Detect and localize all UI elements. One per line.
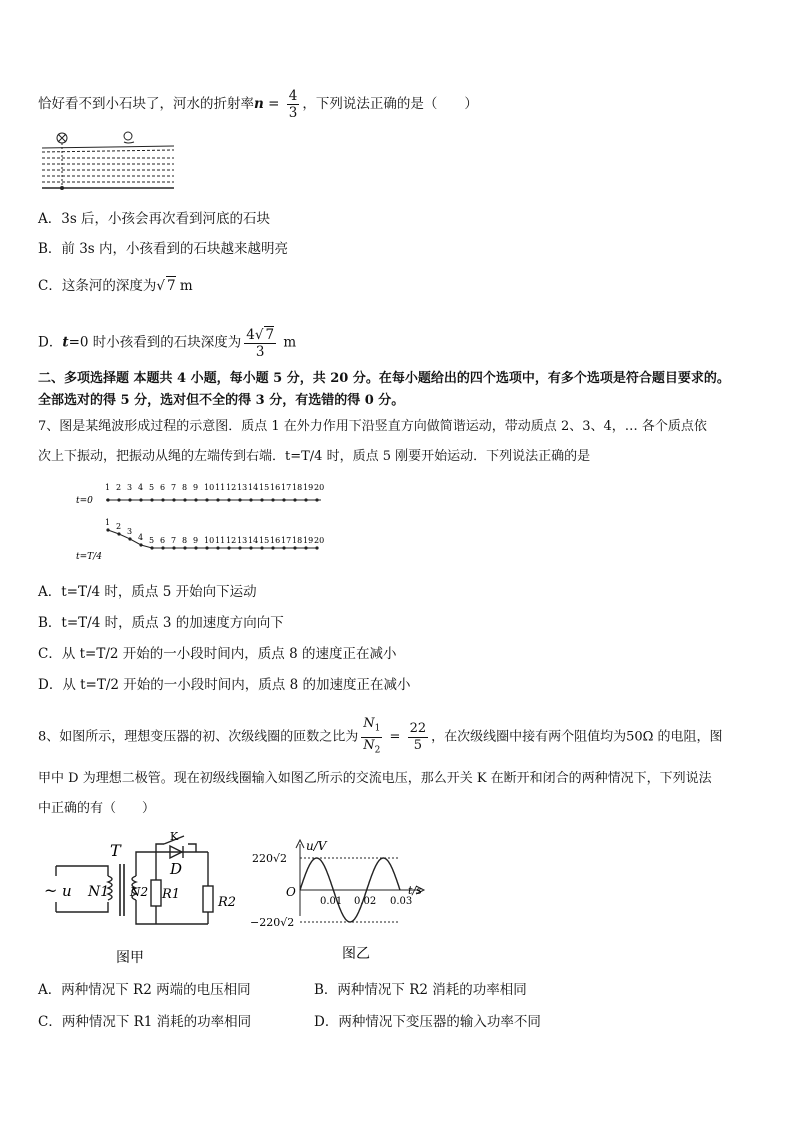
rope-point-number: 14 — [248, 483, 259, 492]
q6-stem-text: 恰好看不到小石块了，河水的折射率 — [38, 96, 254, 112]
label-R1: R1 — [162, 887, 181, 902]
q6-stem-tail: ，下列说法正确的是（ ） — [302, 96, 478, 112]
rope-point-number: 9 — [193, 536, 199, 545]
rope-point — [249, 498, 252, 501]
rope-point — [238, 498, 241, 501]
rope-point — [271, 498, 274, 501]
rope-point-number: 19 — [303, 483, 314, 492]
n-var: n — [254, 96, 264, 112]
rope-point-number: 15 — [259, 536, 270, 545]
q6-option-c — [38, 276, 193, 295]
sqrt-sign: √ — [254, 327, 264, 343]
n-letter: N — [363, 737, 375, 753]
rope-point — [304, 498, 307, 501]
rope-point-number: 6 — [160, 483, 166, 492]
rope-point — [161, 498, 164, 501]
rope-point-number: 16 — [270, 536, 281, 545]
rope-point-number: 11 — [215, 536, 226, 545]
ymin-label: −220√2 — [250, 916, 295, 929]
rope-point-number: 5 — [149, 536, 155, 545]
x-axis-label: t/s — [408, 884, 422, 897]
rope-point — [227, 498, 230, 501]
rope-point-number: 3 — [127, 483, 133, 492]
q8-option-d: D．两种情况下变压器的输入功率不同 — [314, 1014, 541, 1030]
turns-den — [361, 738, 382, 759]
n-letter: N — [363, 716, 375, 731]
rope-point-number: 17 — [281, 483, 292, 492]
q8-stem-tail: ，在次级线圈中接有两个阻值均为50Ω 的电阻，图 — [431, 729, 723, 745]
rope-point-number: 13 — [237, 536, 248, 545]
tick-002: 0.02 — [354, 896, 377, 907]
rope-point-number: 1 — [105, 518, 111, 527]
q6-option-d — [38, 326, 296, 360]
eq: = — [263, 96, 284, 112]
rope-point-number: 4 — [138, 533, 144, 542]
rope-point-number: 15 — [259, 483, 270, 492]
rope-point-number: 6 — [160, 536, 166, 545]
label-T: T — [110, 841, 121, 860]
caption-fig1: 图甲 — [116, 950, 144, 966]
rope-point-number: 2 — [116, 483, 122, 492]
q7-option-b: B．t=T/4 时，质点 3 的加速度方向向下 — [38, 615, 284, 631]
rope-point-number: 20 — [314, 483, 325, 492]
q6-d-num — [244, 326, 276, 344]
q8-option-b: B．两种情况下 R2 消耗的功率相同 — [314, 982, 527, 998]
rope-point-number: 7 — [171, 483, 177, 492]
ratio-num: 22 — [409, 720, 427, 736]
q6-d-coef: 4 — [246, 327, 255, 343]
rope-point — [282, 498, 285, 501]
rope-point-number: 1 — [105, 483, 111, 492]
n-sub: 1 — [374, 723, 381, 734]
n-den: 3 — [288, 105, 298, 121]
tick-001: 0.01 — [320, 896, 343, 907]
turns-ratio-fraction — [361, 716, 382, 758]
q6-d-label: D． — [38, 334, 63, 351]
rope-point-number: 8 — [182, 536, 188, 545]
rope-point-number: 18 — [292, 536, 303, 545]
rope-point-number: 4 — [138, 483, 144, 492]
caption-fig2: 图乙 — [342, 946, 370, 962]
rope-point — [293, 498, 296, 501]
rope-point-number: 5 — [149, 483, 155, 492]
section2-line2: 全部选对的得 5 分，选对但不全的得 3 分，有选错的得 0 分。 — [38, 393, 405, 408]
y-axis-label: u/V — [306, 839, 327, 853]
q8-option-c: C．两种情况下 R1 消耗的功率相同 — [38, 1014, 252, 1030]
q7-option-a: A．t=T/4 时，质点 5 开始向下运动 — [38, 584, 257, 600]
rope-wave-figure — [76, 478, 346, 570]
rope-point — [205, 498, 208, 501]
rope-point — [183, 498, 186, 501]
rope-point-number: 12 — [226, 536, 237, 545]
rope-point — [315, 498, 318, 501]
q6-c-text: C．这条河的深度为 — [38, 278, 157, 294]
ratio-den: 5 — [413, 737, 422, 753]
rope-point — [194, 498, 197, 501]
section2-line1: 二、多项选择题 本题共 4 小题，每小题 5 分，共 20 分。在每小题给出的四个选项中，有多个选项是符合题目要求的。 — [38, 371, 730, 386]
q6-d-unit: m — [279, 334, 297, 351]
rope-point — [139, 498, 142, 501]
n-fraction — [287, 88, 300, 121]
eq: = — [385, 729, 405, 745]
q7-stem-line1: 7、图是某绳波形成过程的示意图．质点 1 在外力作用下沿竖直方向做简谐运动，带动质点 2、3、4，… 各个质点依 — [38, 419, 707, 434]
q6-stem — [38, 88, 478, 121]
rope-point-number: 20 — [314, 536, 325, 545]
rope-point-number: 10 — [204, 536, 215, 545]
q7-option-d: D．从 t=T/2 开始的一小段时间内，质点 8 的加速度正在减小 — [38, 677, 411, 693]
q7-option-c: C．从 t=T/2 开始的一小段时间内，质点 8 的速度正在减小 — [38, 646, 397, 662]
label-K: K — [170, 830, 179, 843]
n-sub: 2 — [374, 745, 381, 756]
rope-point-number: 3 — [127, 527, 133, 536]
river-figure — [38, 128, 178, 192]
q6-d-text: =0 时小孩看到的石块深度为 — [68, 334, 242, 351]
rope-point-number: 19 — [303, 536, 314, 545]
q6-c-unit: m — [175, 278, 193, 294]
rope-point — [260, 498, 263, 501]
rope-point-number: 7 — [171, 536, 177, 545]
circuit-diagram — [38, 830, 248, 970]
rope-point-number: 10 — [204, 483, 215, 492]
tick-003: 0.03 — [390, 896, 413, 907]
rope-point-number: 12 — [226, 483, 237, 492]
row1-label: t=0 — [76, 496, 93, 506]
source-u-label: u — [62, 882, 72, 900]
q7-stem-line2: 次上下振动，把振动从绳的左端传到右端．t=T/4 时，质点 5 刚要开始运动．下列说法正确的是 — [38, 449, 591, 464]
ratio-fraction — [408, 721, 429, 754]
row2-label: t=T/4 — [76, 552, 102, 562]
n-num: 4 — [288, 88, 298, 104]
rope-point — [172, 498, 175, 501]
rope-point-number: 8 — [182, 483, 188, 492]
q6-option-b: B．前 3s 内，小孩看到的石块越来越明亮 — [38, 241, 289, 257]
label-N2: N2 — [130, 885, 149, 899]
q6-c-radicand: 7 — [166, 278, 176, 294]
rope-point-number: 11 — [215, 483, 226, 492]
rope-point — [216, 498, 219, 501]
rope-point-number: 9 — [193, 483, 199, 492]
label-R2: R2 — [218, 895, 237, 910]
turns-num — [361, 716, 382, 738]
q8-option-a: A．两种情况下 R2 两端的电压相同 — [38, 982, 251, 998]
q8-stem-line1 — [38, 716, 723, 758]
label-D: D — [170, 860, 183, 878]
q8-stem-text: 8、如图所示，理想变压器的初、次级线圈的匝数之比为 — [38, 729, 359, 745]
q6-d-den: 3 — [255, 344, 265, 360]
rope-point — [128, 498, 131, 501]
q6-d-radicand: 7 — [265, 327, 275, 343]
q8-stem-line3: 中正确的有（ ） — [38, 801, 156, 816]
label-N1: N1 — [88, 884, 110, 900]
rope-point-number: 16 — [270, 483, 281, 492]
voltage-waveform — [250, 836, 430, 970]
rope-point-number: 17 — [281, 536, 292, 545]
rope-point-number: 14 — [248, 536, 259, 545]
sqrt-sign: √ — [156, 278, 165, 294]
q6-option-a: A．3s 后，小孩会再次看到河底的石块 — [38, 211, 271, 227]
rope-point-number: 13 — [237, 483, 248, 492]
origin-label: O — [286, 885, 296, 899]
q8-stem-line2: 甲中 D 为理想二极管。现在初级线圈输入如图乙所示的交流电压，那么开关 K 在断开和闭合的两种情况下，下列说法 — [38, 771, 712, 786]
rope-point-number: 18 — [292, 483, 303, 492]
t-var: t — [62, 334, 69, 351]
rope-point — [150, 498, 153, 501]
rope-point — [117, 498, 120, 501]
q6-d-fraction — [244, 326, 276, 360]
rope-point — [106, 498, 109, 501]
rope-point-number: 2 — [116, 522, 122, 531]
source-symbol: ~ — [44, 881, 58, 900]
ymax-label: 220√2 — [252, 852, 288, 865]
